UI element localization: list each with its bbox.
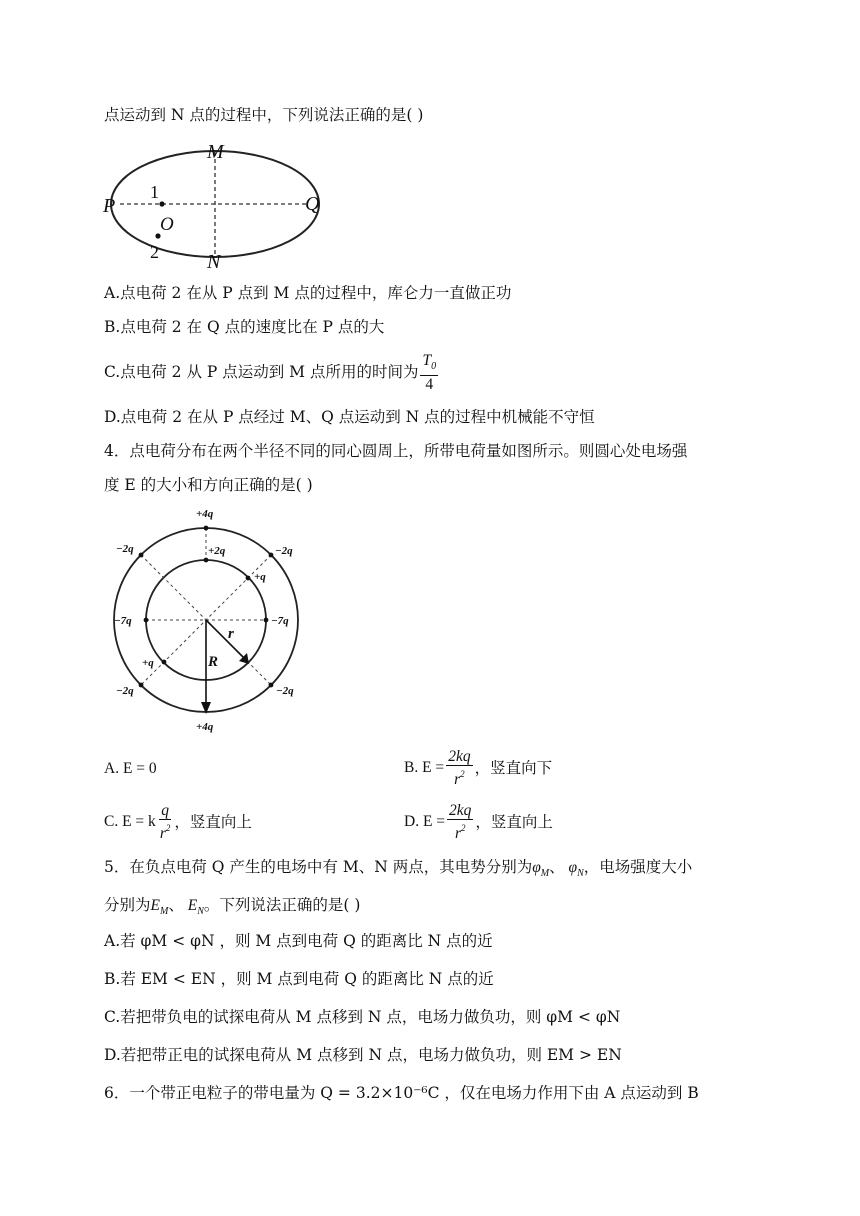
charge-bottom-outer: +4q (196, 721, 214, 733)
q4-b-den: r (454, 771, 461, 788)
label-P: P (103, 195, 116, 217)
q4-b-num: 2kq (448, 748, 471, 765)
q4-stem-line1: 4．点电荷分布在两个半径不同的同心圆周上，所带电荷量如图所示。则圆心处电场强 (104, 442, 688, 460)
q3-c-numerator-sub: 0 (431, 360, 437, 372)
q4-option-a-text: A. E = 0 (104, 760, 157, 777)
q5-stem2-b: 、 (168, 896, 184, 914)
q5-stem2-a: 分别为 (104, 896, 151, 914)
label-N: N (207, 251, 221, 272)
q5-option-c: C.若把带负电的试探电荷从 M 点移到 N 点，电场力做负功，则 φM < φN (104, 1008, 621, 1026)
concentric-circles-figure (104, 504, 310, 734)
q3-option-c-fraction (420, 352, 438, 393)
q4-c-post: ，竖直向上 (174, 813, 252, 831)
q4-option-b (404, 746, 552, 790)
q4-d-den: r (454, 825, 461, 842)
q4-b-fraction (446, 748, 472, 788)
charge-left-inner: −7q (114, 615, 132, 627)
q4-b-pre: B. E = (404, 759, 445, 776)
q4-d-exp: 2 (461, 823, 466, 833)
charge-ll-outer: −2q (116, 685, 134, 697)
q3-option-c-text: C.点电荷 2 从 P 点运动到 M 点所用的时间为 (104, 363, 419, 381)
q4-d-post: ，竖直向上 (475, 813, 553, 831)
charge-lr-outer: −2q (276, 685, 294, 697)
q4-c-fraction (158, 802, 173, 842)
q3-stem-end: 点运动到 N 点的过程中，下列说法正确的是( ) (104, 106, 424, 124)
q5-stem-line2: 分别为$E_M$、 $E_N$。下列说法正确的是( ) (104, 896, 361, 917)
q4-stem-line2: 度 E 的大小和方向正确的是( ) (104, 476, 313, 494)
q5-stem-line1: 5．在负点电荷 Q 产生的电场中有 M、N 两点，其电势分别为$\varphi_M$、 $\varphi_N$，电场强度大小 (104, 858, 693, 879)
charge-ur-inner: +q (254, 571, 266, 583)
q3-c-denominator: 4 (425, 375, 434, 393)
q5-option-b: B.若 EM < EN ，则 M 点到电荷 Q 的距离比 N 点的近 (104, 970, 494, 988)
q5-stem-a: 5．在负点电荷 Q 产生的电场中有 M、N 两点，其电势分别为 (104, 858, 533, 876)
q4-d-num: 2kq (449, 802, 472, 819)
q5-stem-b: 、 (549, 858, 565, 876)
q4-c-exp: 2 (165, 823, 171, 833)
charge-right-inner: −7q (271, 615, 289, 627)
charge-top-outer: +4q (196, 508, 214, 520)
q5-option-d: D.若把带正电的试探电荷从 M 点移到 N 点，电场力做负功，则 EM > EN (104, 1046, 622, 1064)
q4-c-num: q (161, 802, 169, 819)
q3-c-numerator: T (422, 351, 432, 369)
q3-option-d: D.点电荷 2 在从 P 点经过 M、Q 点运动到 N 点的过程中机械能不守恒 (104, 408, 595, 426)
q4-d-fraction (447, 802, 473, 842)
charge-ll-inner: +q (142, 657, 154, 669)
ellipse-orbit-figure (100, 136, 340, 272)
q4-option-d (404, 800, 553, 844)
charge-ul-outer: −2q (116, 543, 134, 555)
label-M: M (207, 141, 224, 163)
q3-option-c (104, 352, 440, 392)
label-2: 2 (150, 242, 159, 262)
charge-ur-outer: −2q (275, 545, 293, 557)
q3-option-b: B.点电荷 2 在 Q 点的速度比在 P 点的大 (104, 318, 385, 336)
label-Q: Q (305, 193, 320, 215)
q4-option-c (104, 800, 252, 844)
q5-stem-c: ，电场强度大小 (583, 858, 693, 876)
label-1: 1 (150, 182, 159, 202)
label-r: r (228, 626, 234, 642)
q4-d-pre: D. E = (404, 813, 446, 830)
q5-option-a: A.若 φM < φN ，则 M 点到电荷 Q 的距离比 N 点的近 (104, 932, 493, 950)
q4-b-exp: 2 (460, 769, 465, 779)
q4-c-den: r (159, 825, 166, 842)
q4-b-post: ，竖直向下 (474, 759, 553, 777)
charge-top-inner: +2q (208, 545, 226, 557)
q5-stem2-c: 。下列说法正确的是( ) (203, 896, 361, 914)
q4-option-a (104, 752, 157, 786)
q6-stem-line1: 6．一个带正电粒子的带电量为 Q = 3.2×10⁻⁶C ，仅在电场力作用下由 A 点运动到 B (104, 1084, 699, 1102)
q3-option-a: A.点电荷 2 在从 P 点到 M 点的过程中，库仑力一直做正功 (104, 284, 512, 302)
label-O: O (160, 214, 174, 235)
q4-c-pre: C. E = k (104, 813, 156, 830)
label-R: R (208, 654, 219, 670)
